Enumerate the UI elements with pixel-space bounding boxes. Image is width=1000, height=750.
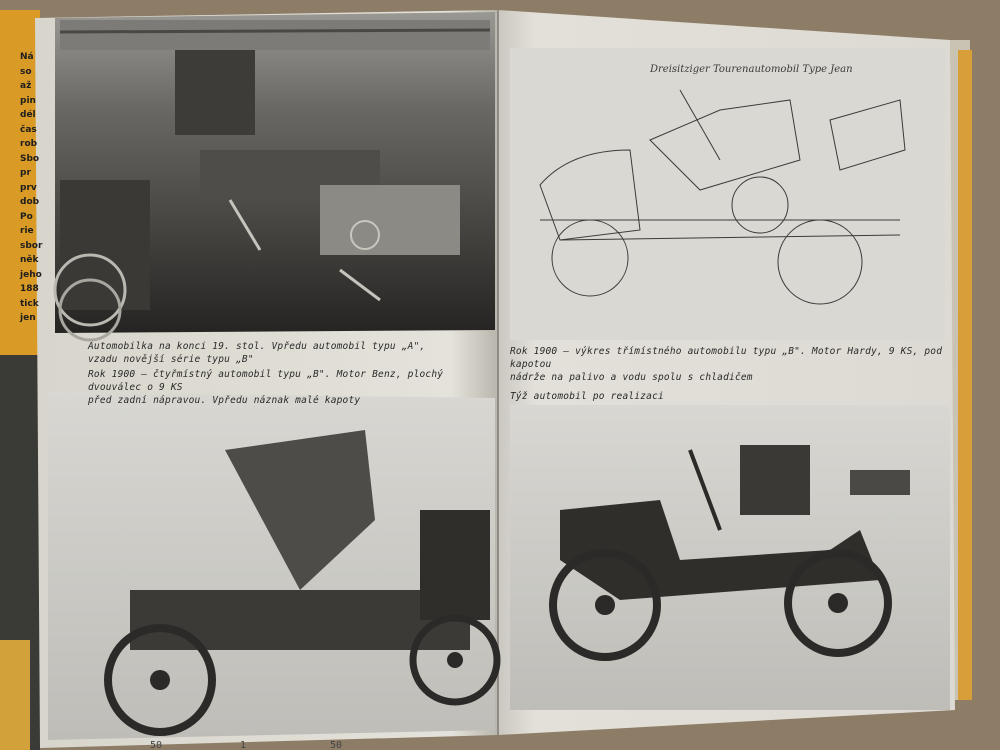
cover-text-fragment: 188 bbox=[20, 284, 39, 294]
cover-text-fragment: dél bbox=[20, 110, 36, 120]
cover-text-fragment: jeho bbox=[20, 269, 42, 280]
cover-text-fragment: jen bbox=[20, 313, 36, 323]
cover-text-fragment: so bbox=[20, 66, 32, 77]
svg-text:1: 1 bbox=[240, 740, 247, 750]
cover-text-fragment: Po bbox=[20, 211, 33, 222]
factory-photo bbox=[55, 12, 495, 340]
cover-text-fragment: dob bbox=[20, 197, 40, 207]
drawing-title: Dreisitziger Tourenautomobil Type Jean bbox=[650, 64, 853, 75]
benz-car-photo bbox=[48, 392, 497, 740]
svg-text:50: 50 bbox=[330, 740, 343, 750]
svg-text:50: 50 bbox=[150, 740, 163, 750]
cover-text-fragment: až bbox=[20, 81, 32, 91]
cover-text-fragment: prv bbox=[20, 182, 37, 193]
hardy-car-caption: Týž automobil po realizaci bbox=[510, 391, 664, 402]
factory-photo-caption: Automobilka na konci 19. stol. Vpředu automobil typu „A", vzadu novější série typu „B" bbox=[88, 341, 426, 365]
drawing-caption: Rok 1900 – výkres třímístného automobilu typu „B". Motor Hardy, 9 KS, pod kapotou nádrže na palivo a vodu spolu s chladičem bbox=[510, 346, 943, 383]
cover-text-fragment: pr bbox=[20, 168, 31, 178]
cover-text-fragment: tick bbox=[20, 298, 39, 309]
cover-text-fragment: pin bbox=[20, 95, 36, 106]
cover-text-fragment: Sbo bbox=[20, 153, 40, 164]
cover-text-fragment: čas bbox=[20, 124, 37, 135]
cover-text-fragment: rie bbox=[20, 226, 34, 236]
cover-text-fragment: rob bbox=[20, 139, 38, 149]
technical-drawing bbox=[510, 48, 945, 340]
cover-text-fragment: něk bbox=[20, 255, 39, 265]
benz-car-caption: Rok 1900 – čtyřmístný automobil typu „B". Motor Benz, plochý dvouválec o 9 KS před zadní nápravou. Vpředu náznak malé kapoty bbox=[88, 369, 444, 406]
side-cover-text bbox=[20, 50, 43, 326]
cover-text-fragment: sbor bbox=[20, 240, 43, 251]
hardy-car-photo bbox=[510, 405, 950, 710]
cover-text-fragment: Ná bbox=[20, 52, 34, 62]
